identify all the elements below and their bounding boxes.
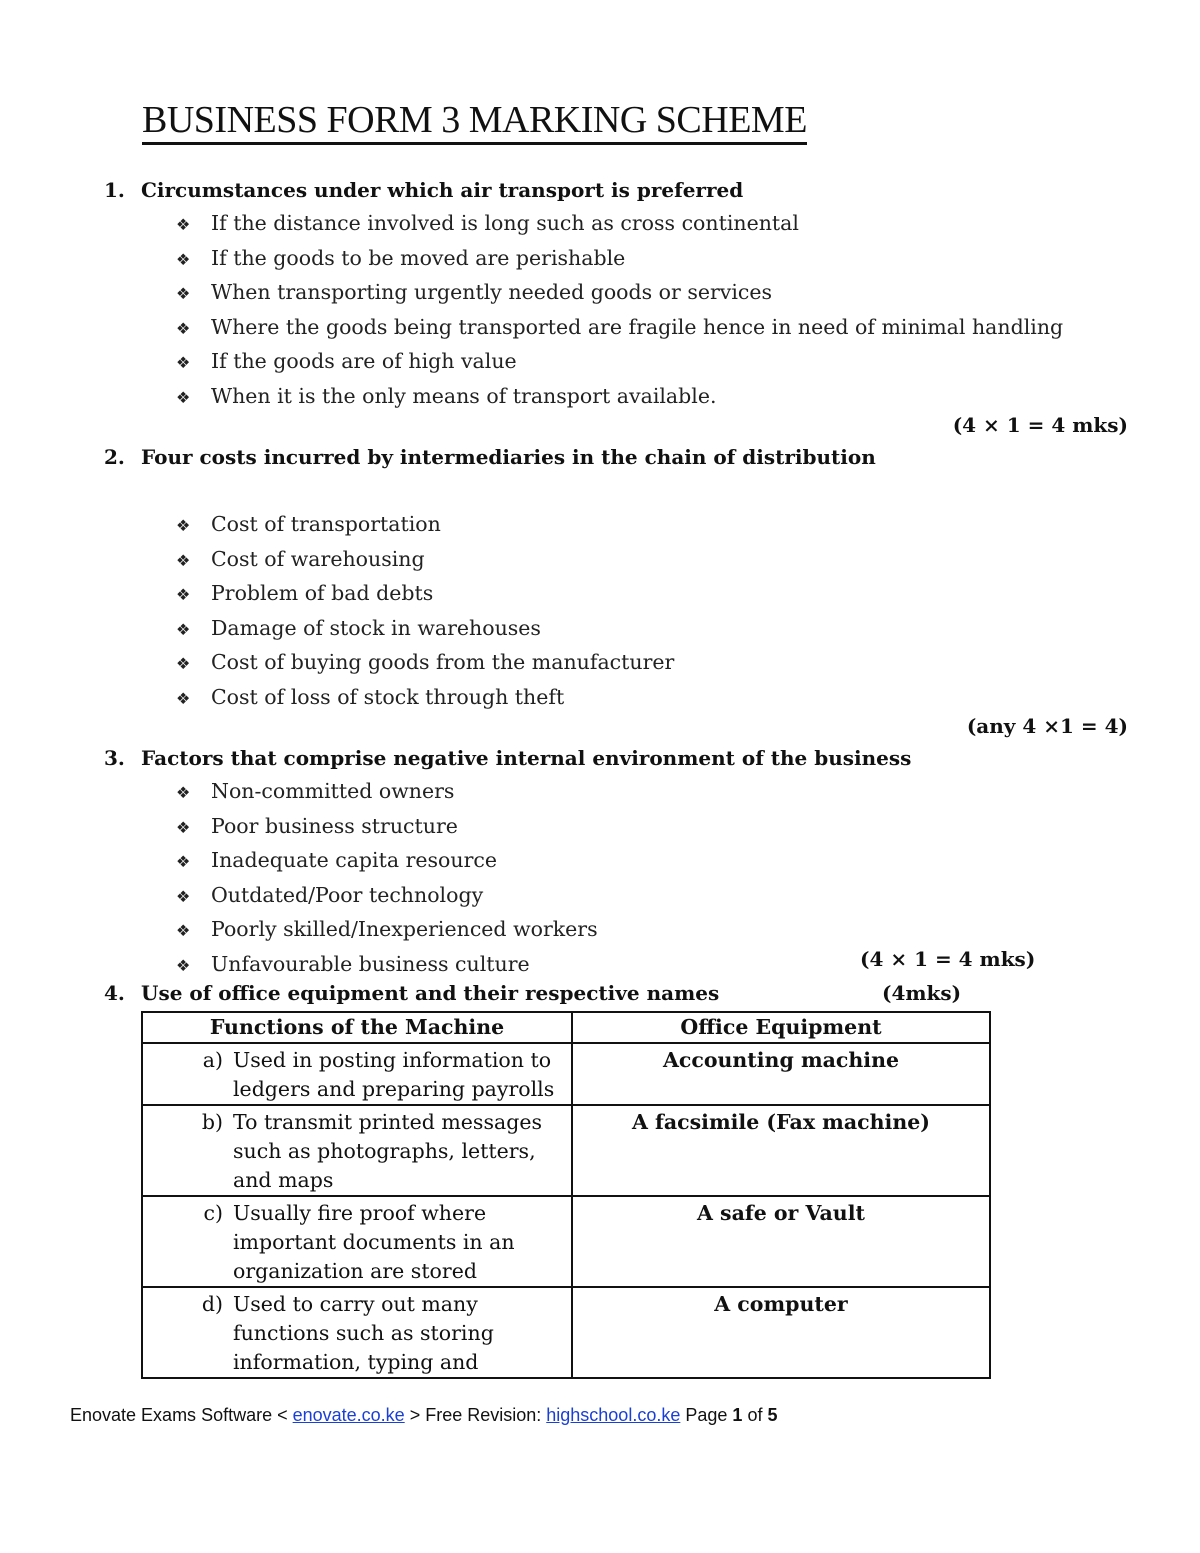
function-cell bbox=[142, 1105, 572, 1196]
page-total: 5 bbox=[767, 1405, 778, 1425]
list-item: ❖ Cost of warehousing bbox=[176, 543, 674, 578]
list-item: ❖ When it is the only means of transport available. bbox=[176, 380, 1063, 415]
list-item: ❖ Problem of bad debts bbox=[176, 577, 674, 612]
diamond-bullet-icon: ❖ bbox=[176, 688, 191, 708]
page-footer bbox=[70, 1405, 778, 1426]
question-4-heading bbox=[104, 979, 719, 1007]
question-3-marks: (4 × 1 = 4 mks) bbox=[860, 947, 1036, 971]
list-item: ❖ Non-committed owners bbox=[176, 775, 598, 810]
diamond-bullet-icon: ❖ bbox=[176, 387, 191, 407]
of-label: of bbox=[747, 1405, 763, 1425]
function-cell bbox=[142, 1196, 572, 1287]
diamond-bullet-icon: ❖ bbox=[176, 516, 191, 535]
list-item: ❖ Outdated/Poor technology bbox=[176, 879, 598, 914]
list-item: ❖ Damage of stock in warehouses bbox=[176, 612, 674, 647]
function-text: Usually fire proof where important documents in an organization are stored bbox=[233, 1201, 515, 1283]
list-item: ❖ If the distance involved is long such as cross continental bbox=[176, 207, 1063, 242]
question-number: 4. bbox=[104, 981, 125, 1005]
function-text: Used in posting information to ledgers and preparing payrolls bbox=[233, 1048, 555, 1101]
table-row bbox=[142, 1043, 990, 1105]
table-row bbox=[142, 1105, 990, 1196]
question-3-points bbox=[176, 775, 598, 983]
row-label: a) bbox=[202, 1048, 223, 1072]
office-equipment-table bbox=[141, 1011, 991, 1379]
question-number: 1. bbox=[104, 178, 125, 202]
question-3-heading bbox=[104, 744, 911, 772]
question-text: Four costs incurred by intermediaries in the chain of distribution bbox=[141, 445, 876, 469]
list-item: ❖ Where the goods being transported are fragile hence in need of minimal handling bbox=[176, 311, 1063, 346]
diamond-bullet-icon: ❖ bbox=[176, 619, 191, 639]
diamond-bullet-icon: ❖ bbox=[176, 318, 191, 338]
footer-prefix: Enovate Exams Software < bbox=[70, 1405, 293, 1425]
list-item: ❖ Poorly skilled/Inexperienced workers bbox=[176, 913, 598, 948]
diamond-bullet-icon: ❖ bbox=[176, 215, 191, 234]
question-2-marks: (any 4 ×1 = 4) bbox=[966, 714, 1128, 738]
question-1-heading bbox=[104, 176, 743, 204]
row-label: c) bbox=[203, 1201, 223, 1225]
page-number: 1 bbox=[732, 1405, 743, 1425]
diamond-bullet-icon: ❖ bbox=[176, 921, 191, 941]
table-row bbox=[142, 1287, 990, 1378]
equipment-cell: Accounting machine bbox=[572, 1043, 990, 1105]
question-2-heading bbox=[104, 443, 876, 471]
diamond-bullet-icon: ❖ bbox=[176, 783, 191, 802]
column-header-functions: Functions of the Machine bbox=[142, 1012, 572, 1043]
list-item: ❖ Cost of buying goods from the manufacturer bbox=[176, 646, 674, 681]
list-item: ❖ When transporting urgently needed goods or services bbox=[176, 276, 1063, 311]
diamond-bullet-icon: ❖ bbox=[176, 654, 191, 674]
list-item: ❖ Inadequate capita resource bbox=[176, 844, 598, 879]
page-label: Page bbox=[685, 1405, 728, 1425]
question-2-points bbox=[176, 508, 674, 716]
question-text: Use of office equipment and their respective names bbox=[141, 981, 720, 1005]
table-header-row bbox=[142, 1012, 990, 1043]
list-item: ❖ If the goods are of high value bbox=[176, 345, 1063, 380]
table-row bbox=[142, 1196, 990, 1287]
enovate-link[interactable]: enovate.co.ke bbox=[292, 1405, 405, 1425]
function-cell bbox=[142, 1287, 572, 1378]
column-header-equipment: Office Equipment bbox=[572, 1012, 990, 1043]
diamond-bullet-icon: ❖ bbox=[176, 353, 191, 373]
equipment-cell: A facsimile (Fax machine) bbox=[572, 1105, 990, 1196]
row-label: d) bbox=[201, 1292, 223, 1316]
function-text: Used to carry out many functions such as storing information, typing and bbox=[233, 1292, 494, 1374]
question-4-marks: (4mks) bbox=[882, 981, 962, 1005]
diamond-bullet-icon: ❖ bbox=[176, 817, 191, 837]
question-1-marks: (4 × 1 = 4 mks) bbox=[952, 413, 1128, 437]
question-1-points bbox=[176, 207, 1063, 415]
list-item: ❖ If the goods to be moved are perishable bbox=[176, 242, 1063, 277]
list-item: ❖ Unfavourable business culture bbox=[176, 948, 598, 983]
question-text: Factors that comprise negative internal environment of the business bbox=[141, 746, 912, 770]
page-title: BUSINESS FORM 3 MARKING SCHEME bbox=[142, 98, 807, 145]
list-item: ❖ Cost of transportation bbox=[176, 508, 674, 543]
list-item: ❖ Cost of loss of stock through theft bbox=[176, 681, 674, 716]
list-item: ❖ Poor business structure bbox=[176, 810, 598, 845]
row-label: b) bbox=[201, 1110, 223, 1134]
diamond-bullet-icon: ❖ bbox=[176, 886, 191, 906]
diamond-bullet-icon: ❖ bbox=[176, 550, 191, 570]
function-text: To transmit printed messages such as photographs, letters, and maps bbox=[233, 1110, 542, 1192]
diamond-bullet-icon: ❖ bbox=[176, 955, 191, 975]
question-number: 2. bbox=[104, 445, 125, 469]
question-number: 3. bbox=[104, 746, 125, 770]
function-cell bbox=[142, 1043, 572, 1105]
diamond-bullet-icon: ❖ bbox=[176, 852, 191, 872]
footer-middle: > Free Revision: bbox=[404, 1405, 547, 1425]
diamond-bullet-icon: ❖ bbox=[176, 284, 191, 304]
question-text: Circumstances under which air transport is preferred bbox=[141, 178, 744, 202]
equipment-cell: A computer bbox=[572, 1287, 990, 1378]
equipment-cell: A safe or Vault bbox=[572, 1196, 990, 1287]
diamond-bullet-icon: ❖ bbox=[176, 585, 191, 605]
highschool-link[interactable]: highschool.co.ke bbox=[546, 1405, 681, 1425]
diamond-bullet-icon: ❖ bbox=[176, 249, 191, 269]
